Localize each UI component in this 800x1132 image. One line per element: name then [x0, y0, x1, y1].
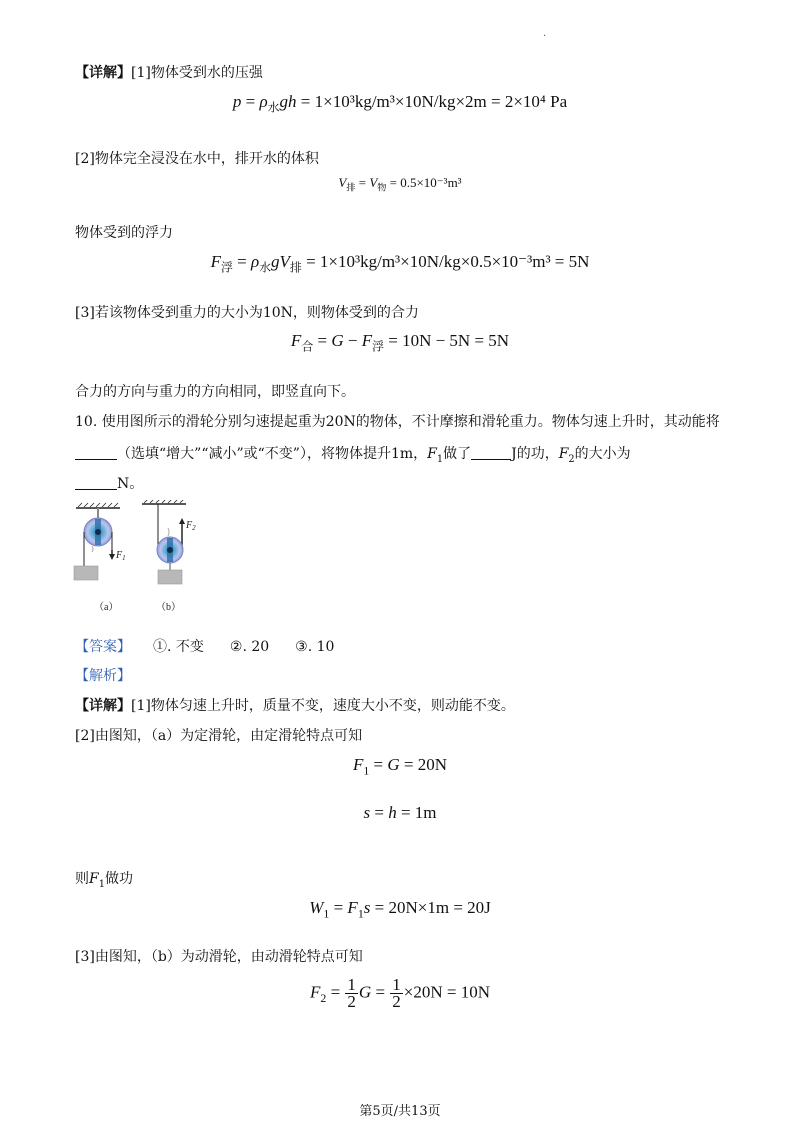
equation-s: s = h = 1m	[363, 803, 437, 822]
equation-f2: $F_2$ = $\frac{1}{2}$ G = $\frac{1}{2}$ ×20N = 10N	[309, 975, 491, 1011]
answer-blank-1	[75, 445, 117, 460]
equation-volume: $V_排 = V_物 = 0.5\times 10^{-3}m^3$	[338, 175, 462, 193]
equation-net-force-value: = 10N − 5N = 5N	[388, 331, 510, 350]
answer-line	[75, 638, 334, 656]
answer-blank-2	[471, 445, 511, 460]
equation-f2-value: ×20N = 10N	[403, 982, 491, 1002]
net-force-line: [3]若该物体受到重力的大小为10N，则物体受到的合力	[75, 305, 419, 321]
work-line: 则$F_1$做功	[75, 871, 133, 890]
equation-w1: $W_1 = F_1s = 20N\times 1m = 20J$	[309, 898, 491, 921]
figure-a-caption: （a）	[94, 602, 119, 613]
equation-s-value: = 1m	[400, 803, 437, 822]
detail-line-2	[75, 697, 515, 715]
equation-buoyancy-value: = 1×10³kg/m³×10N/kg×0.5×10⁻³m³ = 5N	[306, 252, 590, 271]
question-10-line-1: 10. 使用图所示的滑轮分别匀速提起重为20N的物体，不计摩擦和滑轮重力。物体匀速上升时，其动能将	[75, 414, 720, 430]
detail-text: [1]物体受到水的压强	[131, 65, 263, 81]
movable-pulley-line: [3]由图知，（b）为动滑轮，由动滑轮特点可知	[75, 949, 363, 965]
corner-mark: .	[543, 28, 547, 39]
page-footer: 第5页/共13页	[359, 1104, 441, 1119]
analysis-tag: 【解析】	[75, 668, 131, 684]
answer-1: ①. 不变	[153, 639, 204, 655]
pulley-figure	[68, 500, 218, 620]
answer-2: ②. 20	[229, 639, 270, 655]
question-10-line-2: （选填“增大”“减小”或“不变”），将物体提升1m，$F_1$做了 J的功，$F_2$的大小为	[75, 445, 631, 469]
buoyancy-line: 物体受到的浮力	[75, 225, 173, 241]
detail-tag-2: 【详解】	[75, 698, 131, 714]
question-10-line-3: N。	[75, 475, 143, 493]
volume-line: [2]物体完全浸没在水中，排开水的体积	[75, 151, 319, 167]
fixed-pulley	[74, 503, 120, 580]
equation-pressure-value: = 1×10³kg/m³×10N/kg×2m = 2×10⁴ Pa	[300, 92, 568, 111]
direction-line: 合力的方向与重力的方向相同，即竖直向下。	[75, 384, 355, 400]
detail-text-2: [1]物体匀速上升时，质量不变，速度大小不变，则动能不变。	[131, 698, 515, 714]
figure-b-caption: （b）	[156, 602, 181, 613]
f2-label: $F_2$	[186, 520, 196, 532]
equation-net-force: $F_合 = G - F_浮 = 10N - 5N = 5N$	[290, 331, 510, 354]
equation-buoyancy: $F_浮 = \rho_水gV_排 = 1\times 10^3kg/m^3\times 10N/kg\times 0.5\times 10^{-3}m^3 = 5N$	[210, 252, 590, 275]
movable-pulley	[142, 500, 186, 584]
equation-volume-value: = 0.5×10⁻³m³	[389, 175, 462, 190]
detail-tag: 【详解】	[75, 65, 131, 81]
answer-tag: 【答案】	[75, 639, 131, 655]
fixed-pulley-line: [2]由图知，（a）为定滑轮，由定滑轮特点可知	[75, 728, 363, 744]
equation-f1-value: = 20N	[403, 755, 448, 774]
equation-pressure: $p = \rho_水gh = 1\times 10^3kg/m^3\times 10N/kg\times 2m = 2\times 10^4$ Pa	[232, 92, 568, 115]
answer-3: ③. 10	[295, 639, 335, 655]
answer-blank-3	[75, 475, 117, 490]
detail-line-1	[75, 64, 263, 82]
equation-w1-value: = 20N×1m = 20J	[374, 898, 491, 917]
f1-label: $F_1$	[116, 550, 126, 562]
equation-f1: $F_1 = G = 20N$	[352, 755, 448, 778]
